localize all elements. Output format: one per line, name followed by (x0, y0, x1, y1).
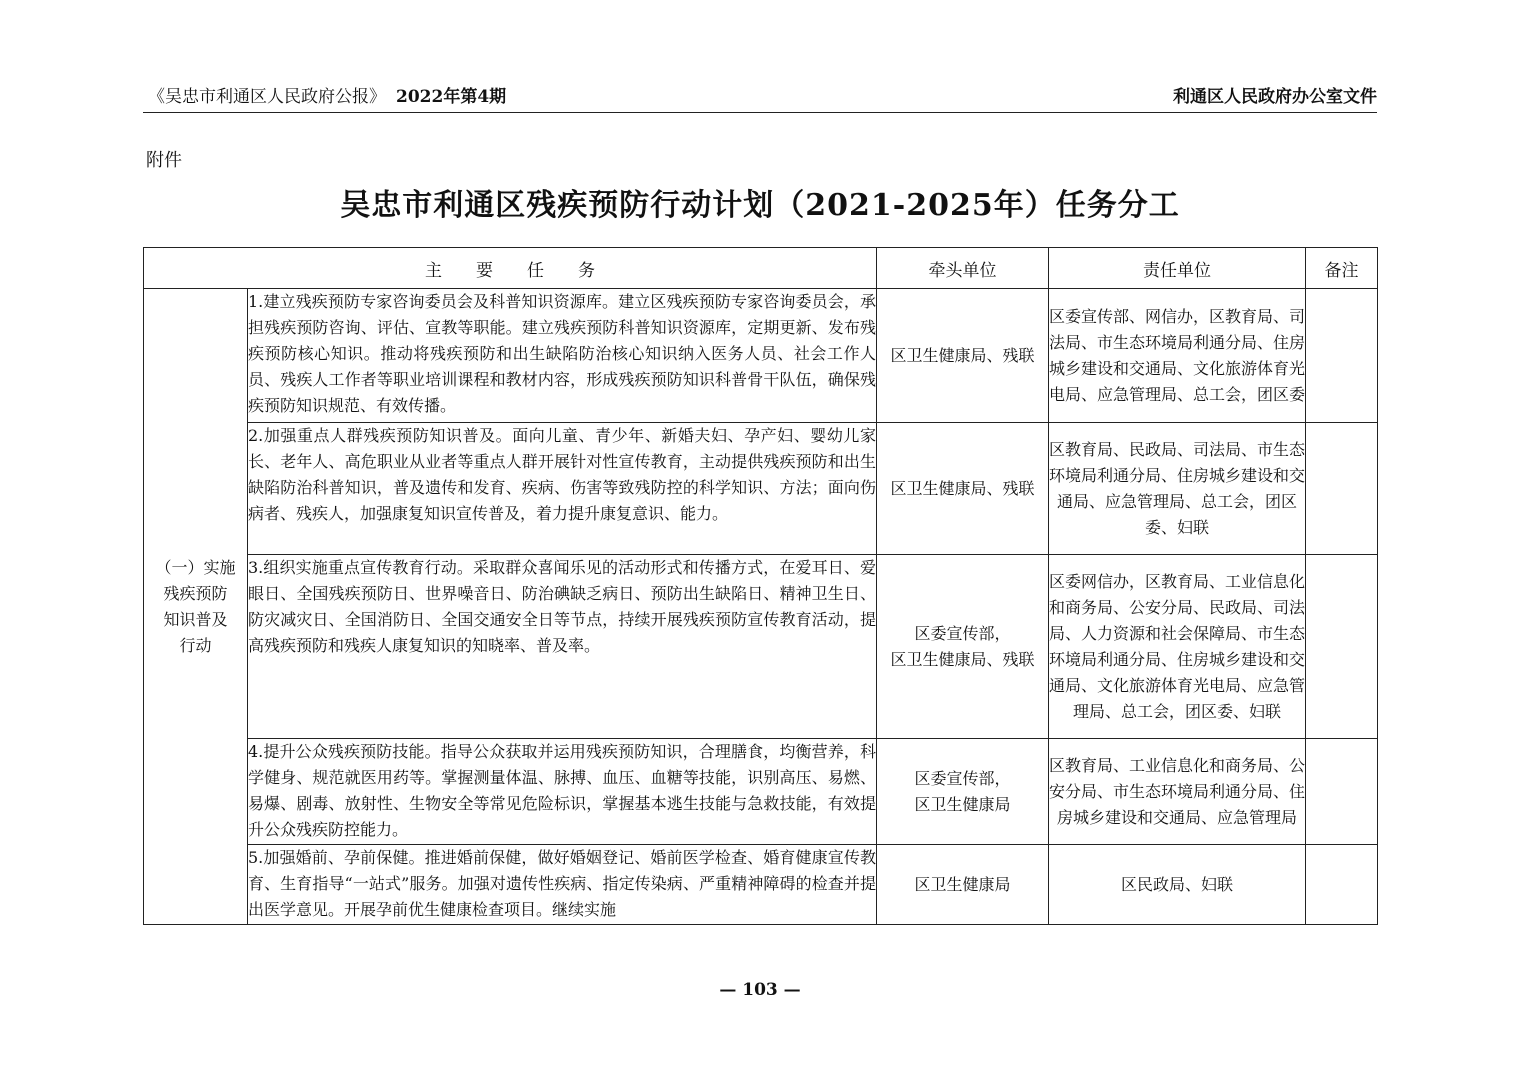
page-header (143, 78, 1377, 108)
responsible-units-cell: 区民政局、妇联 (1049, 845, 1306, 925)
header-notes: 备注 (1306, 248, 1378, 289)
header-lead-unit: 牵头单位 (877, 248, 1049, 289)
lead-unit-cell: 区委宣传部， 区卫生健康局、残联 (877, 555, 1049, 739)
note-cell (1306, 739, 1378, 845)
document-title: 吴忠市利通区残疾预防行动计划（2021-2025年）任务分工 (340, 188, 1180, 223)
lead-unit-cell: 区卫生健康局、残联 (877, 289, 1049, 423)
lead-unit-cell: 区委宣传部， 区卫生健康局 (877, 739, 1049, 845)
lead-unit-cell: 区卫生健康局、残联 (877, 423, 1049, 555)
category-cell: （一）实施 残疾预防 知识普及 行动 (144, 289, 248, 925)
header-responsible-units: 责任单位 (1049, 248, 1306, 289)
attachment-label: 附件 (146, 150, 182, 171)
responsible-units-cell: 区委宣传部、网信办，区教育局、司法局、市生态环境局利通分局、住房城乡建设和交通局、文化旅游体育光电局、应急管理局、总工会，团区委 (1049, 289, 1306, 423)
note-cell (1306, 555, 1378, 739)
table-row (144, 845, 1378, 925)
task-cell: 1.建立残疾预防专家咨询委员会及科普知识资源库。建立区残疾预防专家咨询委员会，承担残疾预防咨询、评估、宣教等职能。建立残疾预防科普知识资源库，定期更新、发布残疾预防核心知识。推动将残疾预防和出生缺陷防治核心知识纳入医务人员、社会工作人员、残疾人工作者等职业培训课程和教材内容，形成残疾预防知识科普骨干队伍，确保残疾预防知识规范、有效传播。 (248, 289, 877, 423)
lead-unit-cell: 区卫生健康局 (877, 845, 1049, 925)
issue-number: 2022年第4期 (396, 87, 507, 107)
header-publication (148, 82, 506, 107)
note-cell (1306, 289, 1378, 423)
page-number: — 103 — (719, 980, 801, 1000)
task-cell: 3.组织实施重点宣传教育行动。采取群众喜闻乐见的活动形式和传播方式，在爱耳日、爱眼日、全国残疾预防日、世界噪音日、防治碘缺乏病日、预防出生缺陷日、精神卫生日、防灾减灾日、全国消防日、全国交通安全日等节点，持续开展残疾预防宣传教育活动，提高残疾预防和残疾人康复知识的知晓率、普及率。 (248, 555, 877, 739)
table-row (144, 739, 1378, 845)
header-divider (143, 112, 1377, 113)
responsible-units-cell: 区教育局、工业信息化和商务局、公安分局、市生态环境局利通分局、住房城乡建设和交通局、应急管理局 (1049, 739, 1306, 845)
task-cell: 5.加强婚前、孕前保健。推进婚前保健，做好婚姻登记、婚前医学检查、婚育健康宣传教育、生育指导“一站式”服务。加强对遗传性疾病、指定传染病、严重精神障碍的检查并提出医学意见。开展孕前优生健康检查项目。继续实施 (248, 845, 877, 925)
table-row (144, 289, 1378, 423)
task-cell: 2.加强重点人群残疾预防知识普及。面向儿童、青少年、新婚夫妇、孕产妇、婴幼儿家长、老年人、高危职业从业者等重点人群开展针对性宣传教育，主动提供残疾预防和出生缺陷防治科普知识，普及遗传和发育、疾病、伤害等致残防控的科学知识、方法；面向伤病者、残疾人，加强康复知识宣传普及，着力提升康复意识、能力。 (248, 423, 877, 555)
responsible-units-cell: 区教育局、民政局、司法局、市生态环境局利通分局、住房城乡建设和交通局、应急管理局、总工会，团区委、妇联 (1049, 423, 1306, 555)
table-row (144, 555, 1378, 739)
responsible-units-cell: 区委网信办，区教育局、工业信息化和商务局、公安分局、民政局、司法局、人力资源和社会保障局、市生态环境局利通分局、住房城乡建设和交通局、文化旅游体育光电局、应急管理局、总工会，团区委、妇联 (1049, 555, 1306, 739)
header-main-task: 主要任务 (144, 248, 877, 289)
publication-name: 《吴忠市利通区人民政府公报》 (148, 87, 386, 107)
header-office: 利通区人民政府办公室文件 (1173, 87, 1377, 107)
table-header-row (144, 248, 1378, 289)
task-table (143, 247, 1378, 925)
table-row (144, 423, 1378, 555)
note-cell (1306, 423, 1378, 555)
task-cell: 4.提升公众残疾预防技能。指导公众获取并运用残疾预防知识，合理膳食，均衡营养，科学健身、规范就医用药等。掌握测量体温、脉搏、血压、血糖等技能，识别高压、易燃、易爆、剧毒、放射性、生物安全等常见危险标识，掌握基本逃生技能与急救技能，有效提升公众残疾防控能力。 (248, 739, 877, 845)
note-cell (1306, 845, 1378, 925)
